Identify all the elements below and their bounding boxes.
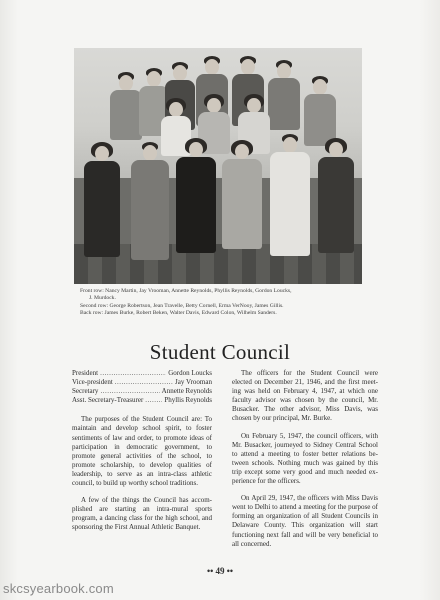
officer-row (72, 369, 212, 378)
site-watermark: skcsyearbook.com (3, 581, 114, 596)
leader-dots (100, 387, 159, 396)
officer-role: Asst. Secretary-Treasurer (72, 396, 144, 405)
officer-name: Jay Vrooman (175, 378, 212, 387)
leader-dots (145, 396, 162, 405)
accomplishments-paragraph: A few of the things the Council has accomplished are starting an intra-mural sports program, a dancing class for the high school, and sponsoring the First Annual Athletic Banquet. (72, 496, 212, 532)
sidney-trip-paragraph: On February 5, 1947, the council officers, with Mr. Busacker, journeyed to Sidney Central School to attend a meeting to foster better relations between schools. Nothing much was gained by this trip except some very good and much needed experience for the officers. (232, 431, 378, 486)
photo-caption (80, 288, 380, 318)
left-column (72, 369, 212, 541)
caption-second-row: Second row: George Robertson, Jean Travelle, Betty Cornell, Erma VerNooy, James Gillis. (80, 302, 284, 309)
caption-front-row-continued: J. Murdock. (89, 295, 116, 302)
leader-dots (115, 378, 173, 387)
group-photo (74, 48, 362, 284)
caption-back-row: Back row: James Burke, Robert Beken, Walter Davis, Edward Colon, Wilhelm Sanders. (80, 310, 277, 317)
officer-name: Phyllis Reynolds (164, 396, 212, 405)
page-number: •• 49 •• (206, 566, 234, 576)
leader-dots (100, 369, 166, 378)
election-paragraph: The officers for the Student Council were elected on December 21, 1946, and the first meeting was held on February 4, 1947, at which one faculty advisor was chosen by the council, Mr. Busacker. The other advisor, Miss Davis, was chosen by our principal, Mr. Burke. (232, 369, 378, 423)
page-title: Student Council (149, 340, 291, 364)
caption-front-row: Front row: Nancy Martin, Jay Vrooman, Annette Reynolds, Phyllis Reynolds, Gordon Loucks, (80, 288, 292, 294)
delhi-meeting-paragraph: On April 29, 1947, the officers with Miss Davis went to Delhi to attend a meeting for the purpose of forming an organization of all Student Councils in Delaware County. This organization will start functioning next fall and will be very beneficial to all concerned. (232, 494, 378, 548)
officer-role: Vice-president (72, 378, 113, 387)
officer-role: Secretary (72, 387, 99, 396)
officer-row (72, 396, 212, 405)
purpose-paragraph: The purposes of the Student Council are: To maintain and develop school spirit, to foster sentiments of law and order, to promote ideas of participation in democratic government, to promote general activities of the school, to promote scholarship, to develop qualities of leadership, to serve as an intra-class athletic council, to build up worthy school traditions. (72, 415, 212, 488)
officer-name: Gordon Loucks (168, 369, 212, 377)
officer-role: President (72, 369, 99, 377)
officer-row (72, 387, 212, 396)
officer-name: Annette Reynolds (161, 387, 212, 396)
officer-row (72, 378, 212, 387)
right-column (232, 369, 378, 557)
officers-list (72, 369, 212, 405)
